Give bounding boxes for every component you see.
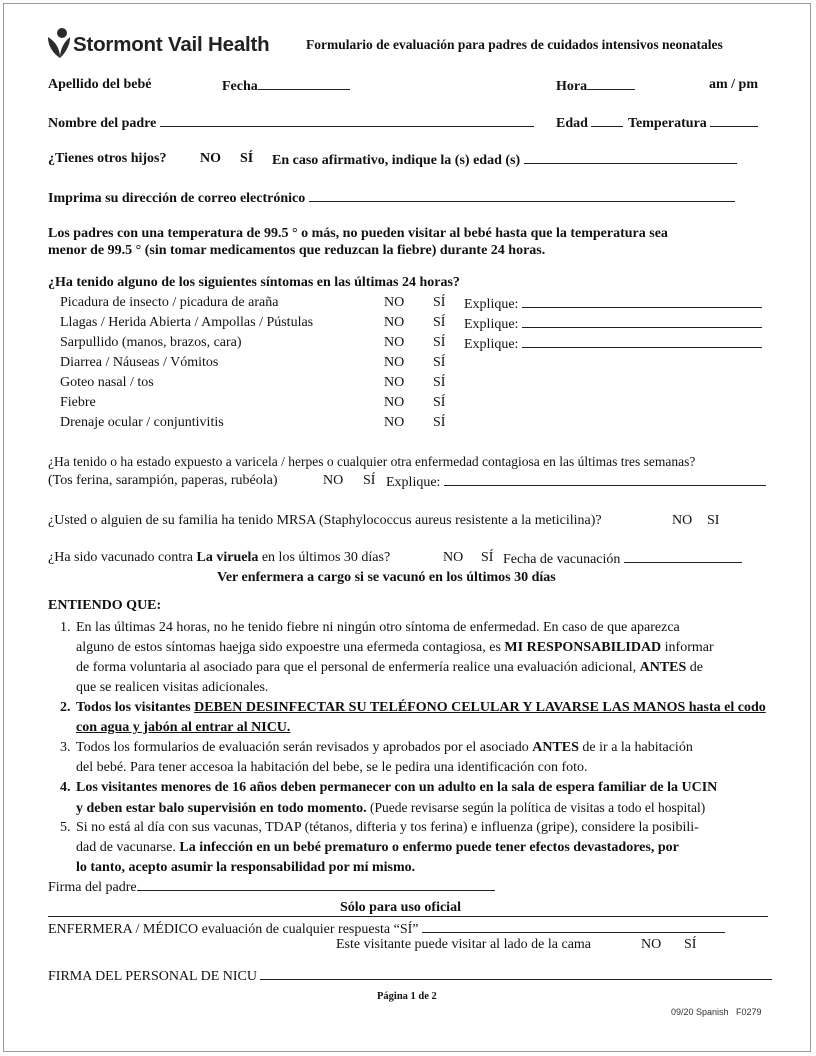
bedside-label: Este visitante puede visitar al lado de la cama [336, 937, 592, 952]
item-number: 5. [60, 820, 71, 835]
smallpox-note: Ver enfermera a cargo si se vacunó en los últimos 30 días [217, 570, 556, 585]
symptom-no-option[interactable]: NO [384, 295, 405, 310]
parent-signature-line [137, 878, 495, 891]
item-4-line-1: Los visitantes menores de 16 años deben permanecer con un adulto en la sala de espera familiar de la UCIN [76, 780, 718, 795]
item-number: 4. [60, 780, 71, 795]
symptom-yes-option[interactable]: SÍ [433, 335, 446, 350]
symptom-explain-field[interactable] [464, 335, 762, 353]
children-ages-label: En caso afirmativo, indique la (s) edad (s) [272, 153, 521, 168]
item-number: 3. [60, 740, 71, 755]
smallpox-pre: ¿Ha sido vacunado contra [48, 550, 197, 565]
date-field[interactable] [222, 77, 350, 95]
temperature-field[interactable] [628, 114, 758, 132]
form-code: 09/20 Spanish F0279 [671, 1007, 762, 1017]
symptoms-question: ¿Ha tenido alguno de los siguientes síntomas en las últimas 24 horas? [48, 275, 460, 290]
temp-notice-line2: menor de 99.5 ° (sin tomar medicamentos que reduzcan la fiebre) durante 24 horas. [48, 243, 546, 258]
official-divider [48, 916, 768, 917]
age-field[interactable] [556, 114, 623, 132]
symptom-yes-option[interactable]: SÍ [433, 355, 446, 370]
symptom-yes-option[interactable]: SÍ [433, 415, 446, 430]
staff-signature-line [260, 967, 772, 980]
exposure-explain-label: Explique: [386, 475, 441, 490]
date-label: Fecha [222, 79, 258, 94]
item-1-line-1: En las últimas 24 horas, no he tenido fiebre ni ningún otro síntoma de enfermedad. En caso de que aparezca [76, 620, 680, 635]
exposure-no[interactable]: NO [323, 473, 344, 488]
mrsa-yes[interactable]: SI [707, 513, 720, 528]
symptom-explain-line [522, 335, 762, 348]
symptom-no-option[interactable]: NO [384, 355, 405, 370]
symptom-no-option[interactable]: NO [384, 415, 405, 430]
symptom-label: Sarpullido (manos, brazos, cara) [60, 335, 242, 350]
symptom-yes-option[interactable]: SÍ [433, 315, 446, 330]
exposure-yes[interactable]: SÍ [363, 473, 376, 488]
item-number: 1. [60, 620, 71, 635]
email-label: Imprima su dirección de correo electrónico [48, 191, 306, 206]
bedside-yes[interactable]: SÍ [684, 937, 697, 952]
mrsa-question: ¿Usted o alguien de su familia ha tenido MRSA (Staphylococcus aureus resistente a la meticilina)? [48, 513, 602, 528]
temperature-label: Temperatura [628, 116, 707, 131]
vaccination-date-field[interactable] [503, 550, 742, 568]
symptom-yes-option[interactable]: SÍ [433, 295, 446, 310]
symptom-label: Drenaje ocular / conjuntivitis [60, 415, 224, 430]
item-1-line-3: de forma voluntaria al asociado para que el personal de enfermería realice una evaluación adicional, ANTES de [76, 660, 704, 675]
parent-signature-field[interactable] [48, 878, 495, 896]
children-ages-line [524, 151, 737, 164]
bedside-no[interactable]: NO [641, 937, 662, 952]
parent-name-line [160, 114, 534, 127]
item-5-line-2: dad de vacunarse. La infección en un bebé prematuro o enfermo puede tener efectos devastadores, por [76, 840, 679, 855]
symptom-no-option[interactable]: NO [384, 375, 405, 390]
symptom-explain-label: Explique: [464, 317, 519, 332]
item-5-line-1: Si no está al día con sus vacunas, TDAP (tétanos, difteria y tos ferina) e influenza (gripe), considere la posibili- [76, 820, 699, 835]
children-ages-field[interactable] [272, 151, 737, 169]
parent-name-label: Nombre del padre [48, 116, 157, 131]
smallpox-yes[interactable]: SÍ [481, 550, 494, 565]
item-3-line-1: Todos los formularios de evaluación serán revisados y aprobados por el asociado ANTES de ir a la habitación [76, 740, 693, 755]
symptom-label: Picadura de insecto / picadura de araña [60, 295, 279, 310]
symptom-explain-field[interactable] [464, 295, 762, 313]
item-1-line-4: que se realicen visitas adicionales. [76, 680, 269, 695]
symptom-no-option[interactable]: NO [384, 395, 405, 410]
other-children-yes[interactable]: SÍ [240, 151, 254, 166]
symptom-yes-option[interactable]: SÍ [433, 375, 446, 390]
age-line [591, 114, 623, 127]
page-number: Página 1 de 2 [377, 991, 437, 1002]
evaluation-label: ENFERMERA / MÉDICO evaluación de cualquier respuesta “SÍ” [48, 922, 419, 937]
evaluation-line [422, 920, 725, 933]
temp-notice-line1: Los padres con una temperatura de 99.5 ° o más, no pueden visitar al bebé hasta que la temperatura sea [48, 226, 668, 241]
evaluation-field[interactable] [48, 920, 725, 938]
symptom-label: Llagas / Herida Abierta / Ampollas / Pústulas [60, 315, 314, 330]
other-children-label: ¿Tienes otros hijos? [48, 151, 167, 166]
item-4-line-2: y deben estar balo supervisión en todo momento. (Puede revisarse según la política de visitas a todo el hospital) [76, 800, 706, 816]
symptom-explain-line [522, 295, 762, 308]
item-5-line-3: lo tanto, acepto asumir la responsabilidad por mí mismo. [76, 860, 416, 875]
item-1-line-2: alguno de estos síntomas haejga sido expoestre una efermeda contagiosa, es MI RESPONSABILIDAD informar [76, 640, 714, 655]
vaccination-date-label: Fecha de vacunación [503, 552, 621, 567]
email-line [309, 189, 735, 202]
symptom-label: Goteo nasal / tos [60, 375, 154, 390]
exposure-question: ¿Ha tenido o ha estado expuesto a varicela / herpes o cualquier otra enfermedad contagiosa en las últimas tres semanas? [48, 454, 696, 469]
exposure-explain-line [444, 473, 766, 486]
item-number: 2. [60, 700, 71, 715]
staff-signature-label: FIRMA DEL PERSONAL DE NICU [48, 969, 257, 984]
symptom-no-option[interactable]: NO [384, 315, 405, 330]
temperature-line [710, 114, 758, 127]
staff-signature-field[interactable] [48, 967, 772, 985]
stormont-vail-logo-icon [46, 27, 72, 59]
symptom-explain-label: Explique: [464, 297, 519, 312]
age-label: Edad [556, 116, 588, 131]
symptom-explain-field[interactable] [464, 315, 762, 333]
time-line [587, 77, 635, 90]
symptom-explain-line [522, 315, 762, 328]
symptom-no-option[interactable]: NO [384, 335, 405, 350]
exposure-explain-field[interactable] [386, 473, 766, 491]
mrsa-no[interactable]: NO [672, 513, 693, 528]
brand-name: Stormont Vail Health [73, 33, 270, 56]
smallpox-post: en los últimos 30 días? [258, 550, 391, 565]
date-line [258, 77, 350, 90]
smallpox-bold: La viruela [196, 550, 259, 565]
smallpox-no[interactable]: NO [443, 550, 464, 565]
understand-heading: ENTIENDO QUE: [48, 598, 162, 613]
symptom-explain-label: Explique: [464, 337, 519, 352]
smallpox-question [48, 550, 390, 566]
time-field[interactable] [556, 77, 635, 95]
item-2-line-1: Todos los visitantes DEBEN DESINFECTAR SU TELÉFONO CELULAR Y LAVARSE LAS MANOS hasta el codo [76, 700, 766, 715]
parent-name-field[interactable] [48, 114, 534, 132]
item-3-line-2: del bebé. Para tener accesoa la habitación del bebe, se le pedira una identificación con foto. [76, 760, 588, 775]
parent-signature-label: Firma del padre [48, 880, 137, 895]
item-2-line-2: con agua y jabón al entrar al NICU. [76, 720, 291, 735]
email-field[interactable] [48, 189, 735, 207]
vaccination-date-line [624, 550, 742, 563]
symptom-label: Fiebre [60, 395, 96, 410]
symptom-label: Diarrea / Náuseas / Vómitos [60, 355, 219, 370]
am-pm-option[interactable]: am / pm [709, 77, 758, 92]
baby-last-name-label: Apellido del bebé [48, 77, 152, 92]
form-title: Formulario de evaluación para padres de cuidados intensivos neonatales [306, 37, 723, 52]
symptom-yes-option[interactable]: SÍ [433, 395, 446, 410]
official-use-heading: Sólo para uso oficial [340, 900, 461, 915]
exposure-diseases: (Tos ferina, sarampión, paperas, rubéola) [48, 473, 278, 488]
time-label: Hora [556, 79, 588, 94]
other-children-no[interactable]: NO [200, 151, 221, 166]
